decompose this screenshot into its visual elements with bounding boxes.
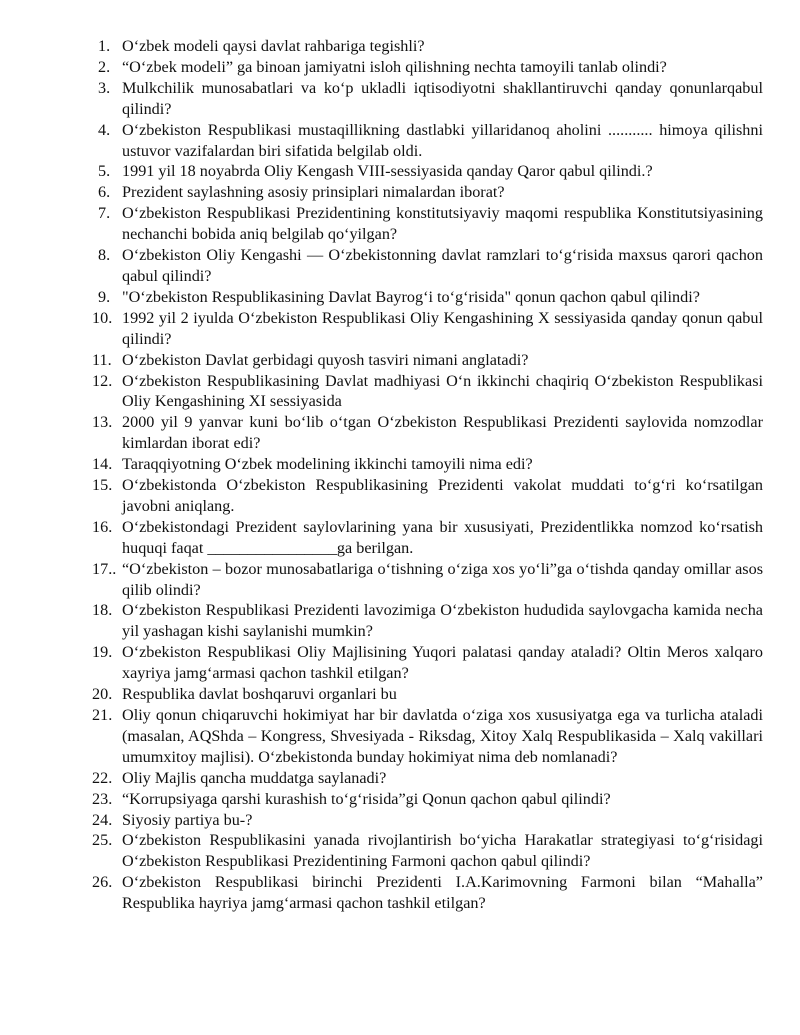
question-number: 4. [98,120,111,139]
question-item [92,475,763,517]
question-text: 1991 yil 18 noyabrda Oliy Kengash VIII-sessiyasida qanday Qaror qabul qilindi.? [122,162,653,181]
question-item [92,684,763,705]
question-text: O‘zbek modeli qaysi davlat rahbariga tegishli? [122,37,425,55]
question-number: 9. [98,287,111,306]
question-number: 25. [92,831,113,850]
question-item [92,559,763,601]
question-number: 23. [92,789,113,808]
question-number: 20. [92,685,113,704]
question-text: Respublika davlat boshqaruvi organlari bu [122,685,397,704]
question-item [92,78,763,120]
question-number: 21. [92,706,113,724]
question-text: Prezident saylashning asosiy prinsiplari nimalardan iborat? [122,183,505,202]
question-text: O‘zbekiston Respublikasi mustaqillikning dastlabki yillaridanoq aholini ........... himoya qilishni ustuvor vazifalardan biri sifatida belgilab oldi. [122,120,763,160]
question-number: 10. [92,308,113,327]
question-number: 18. [92,601,113,620]
question-item [92,287,763,308]
question-number: 1. [98,37,111,55]
question-number: 19. [92,643,113,662]
question-number: 11. [92,350,112,369]
question-item [92,245,763,287]
question-item [92,120,763,162]
question-text: “O‘zbek modeli” ga binoan jamiyatni isloh qilishning nechta tamoyili tanlab olindi? [122,57,667,76]
question-text: “O‘zbekiston – bozor munosabatlariga o‘tishning o‘ziga xos yo‘li”ga o‘tishda qanday omillar asos qilib olindi? [122,559,763,599]
question-number: 14. [92,455,113,474]
question-number: 8. [98,246,111,265]
question-text: O‘zbekiston Davlat gerbidagi quyosh tasviri nimani anglatadi? [122,350,529,369]
question-text: Taraqqiyotning O‘zbek modelining ikkinchi tamoyili nima edi? [122,455,533,474]
question-item [92,600,763,642]
question-number: 22. [92,768,113,787]
question-number: 15. [92,476,113,495]
question-item [92,57,763,78]
question-number: 26. [92,873,113,892]
question-text: 1992 yil 2 iyulda O‘zbekiston Respublikasi Oliy Kengashining X sessiyasida qanday qonun qabul qilindi? [122,308,763,348]
question-number: 17.. [92,559,117,578]
question-text: O‘zbekiston Respublikasi birinchi Prezidenti I.A.Karimovning Farmoni bilan “Mahalla” Respublika hayriya jamg‘armasi qachon tashkil etilgan? [122,873,763,913]
question-number: 3. [98,78,111,97]
question-text: O‘zbekiston Respublikasini yanada rivojlantirish bo‘yicha Harakatlar strategiyasi to‘g‘risidagi O‘zbekiston Respublikasi Prezidentining Farmoni qachon qabul qilindi? [122,831,763,871]
question-item [92,517,763,559]
question-text: O‘zbekiston Respublikasi Prezidentining konstitutsiyaviy maqomi respublika Konstitutsiyasining nechanchi bobida aniq belgilab qo‘yilgan? [122,204,763,244]
question-item [92,872,763,914]
question-item [92,36,763,57]
question-item [92,161,763,182]
question-item [92,371,763,413]
question-item [92,182,763,203]
question-text: Siyosiy partiya bu-? [122,810,253,829]
question-text: 2000 yil 9 yanvar kuni bo‘lib o‘tgan O‘zbekiston Respublikasi Prezidenti saylovida nomzodlar kimlardan iborat edi? [122,413,763,453]
question-text: “Korrupsiyaga qarshi kurashish to‘g‘risida”gi Qonun qachon qabul qilindi? [122,789,611,808]
question-number: 16. [92,517,113,536]
question-item [92,810,763,831]
question-text: O‘zbekiston Respublikasining Davlat madhiyasi O‘n ikkinchi chaqiriq O‘zbekiston Respublikasi Oliy Kengashining XI sessiyasida [122,371,763,411]
question-item [92,412,763,454]
question-item [92,642,763,684]
question-text: Oliy qonun chiqaruvchi hokimiyat har bir davlatda o‘ziga xos xususiyatga ega va turlicha ataladi (masalan, AQShda – Kongress, Shvesiyada - Riksdag, Xitoy Xalq Respublikasida – Xalq vakillari umumxitoy majlisi). O‘zbekistonda bunday hokimiyat nima deb nomlanadi? [122,706,763,766]
question-number: 7. [98,204,111,223]
question-item [92,789,763,810]
question-item [92,830,763,872]
question-item [92,308,763,350]
question-text: O‘zbekiston Oliy Kengashi — O‘zbekistonning davlat ramzlari to‘g‘risida maxsus qarori qachon qabul qilindi? [122,246,763,285]
question-number: 24. [92,810,113,829]
question-item [92,350,763,371]
question-text: O‘zbekistondagi Prezident saylovlarining yana bir xususiyati, Prezidentlikka nomzod ko‘rsatish huquqi faqat ________________ga berilgan. [122,517,763,557]
question-list [92,36,763,914]
question-text: Oliy Majlis qancha muddatga saylanadi? [122,768,387,787]
question-item [92,454,763,475]
question-text: Mulkchilik munosabatlari va ko‘p ukladli iqtisodiyotni shakllantiruvchi qanday qonunlarqabul qilindi? [122,78,763,118]
question-number: 12. [92,371,113,390]
question-text: O‘zbekiston Respublikasi Prezidenti lavozimiga O‘zbekiston hududida saylovgacha kamida necha yil yashagan kishi saylanishi mumkin? [122,601,763,641]
question-text: "O‘zbekiston Respublikasining Davlat Bayrog‘i to‘g‘risida" qonun qachon qabul qilindi? [122,287,700,306]
question-item [92,768,763,789]
question-text: O‘zbekiston Respublikasi Oliy Majlisining Yuqori palatasi qanday ataladi? Oltin Meros xalqaro xayriya jamg‘armasi qachon tashkil etilgan? [122,643,763,683]
question-text: O‘zbekistonda O‘zbekiston Respublikasining Prezidenti vakolat muddati to‘g‘ri ko‘rsatilgan javobni aniqlang. [122,476,763,515]
question-item [92,705,763,768]
question-number: 5. [98,162,111,181]
question-number: 13. [92,413,113,432]
question-number: 6. [98,183,111,202]
question-number: 2. [98,57,111,76]
question-item [92,203,763,245]
